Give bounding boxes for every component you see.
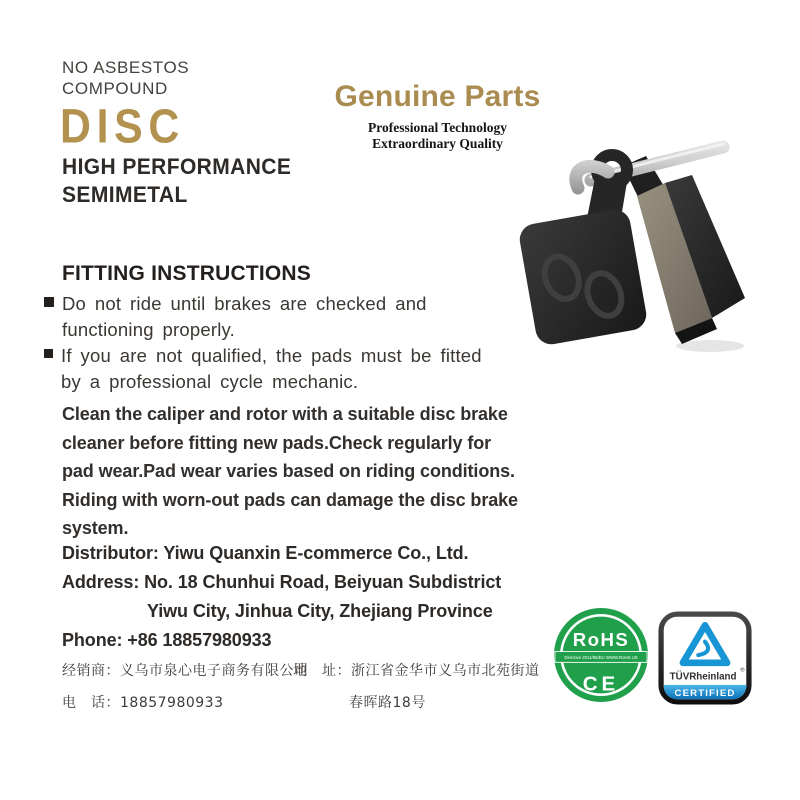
bullet-2-line2: by a professional cycle mechanic. [61,371,359,392]
no-asbestos-note [62,57,189,99]
cn-dealer: 经销商：义乌市泉心电子商务有限公司 [62,663,309,679]
care-line-4: Riding with worn-out pads can damage the disc brake [62,489,518,510]
no-asbestos-line1: NO ASBESTOS [62,58,190,77]
distributor-address-1: Address: No. 18 Chunhui Road, Beiyuan Subdistrict [62,572,502,592]
distributor-name: Distributor: Yiwu Quanxin E-commerce Co., Ltd. [62,543,469,563]
no-asbestos-line2: COMPOUND [62,79,168,98]
cn-address-line1: 地 址：浙江省金华市义乌市北苑街道 [293,663,540,679]
care-paragraph [62,400,518,543]
bullet-square-icon [44,297,54,307]
disc-brand-title: DISC [60,98,185,154]
tuv-registered-mark: ® [740,667,745,674]
performance-line1: HIGH PERFORMANCE [62,155,292,179]
care-line-1: Clean the caliper and rotor with a suitable disc brake [62,404,508,424]
bullet-1-line1: Do not ride until brakes are checked and [62,293,427,314]
product-photo-brake-pads [505,126,790,364]
genuine-sub-line2: Extraordinary Quality [372,136,503,151]
genuine-parts-title: Genuine Parts [334,80,541,113]
bullet-2-line1: If you are not qualified, the pads must be fitted [61,345,482,366]
care-line-5: system. [62,518,129,538]
cn-address-line2: 春晖路18号 [349,695,426,711]
fitting-instructions-title: FITTING INSTRUCTIONS [62,262,311,285]
care-line-2: cleaner before fitting new pads.Check regularly for [62,432,492,453]
bullet-square-icon [44,349,53,358]
bullet-1-line2: functioning properly. [62,319,235,340]
tuv-certified-badge [657,610,753,706]
distributor-address-2: Yiwu City, Jinhua City, Zhejiang Province [147,601,493,621]
tuv-brand-text: TÜVRheinland [669,671,737,683]
distributor-block [62,539,501,655]
fitting-bullet-1 [44,291,524,343]
performance-line2: SEMIMETAL [62,183,188,208]
tuv-certified-text: CERTIFIED [674,687,736,699]
performance-subtitle [62,153,291,209]
genuine-sub-line1: Professional Technology [368,120,507,135]
rohs-ce-badge [552,606,650,704]
ce-mark: CE [582,672,620,696]
fitting-bullet-2 [44,343,524,395]
cn-phone: 电 话：18857980933 [62,695,224,711]
rohs-label: RoHS [572,629,630,651]
fitting-bullet-2-text [61,343,482,395]
rohs-directive-text: Directive 2011/65/EU WWW.RoHS.US [564,655,638,661]
care-line-3: pad wear.Pad wear varies based on riding conditions. [62,461,515,481]
fitting-bullet-1-text [62,291,427,343]
distributor-phone: Phone: +86 18857980933 [62,630,272,650]
